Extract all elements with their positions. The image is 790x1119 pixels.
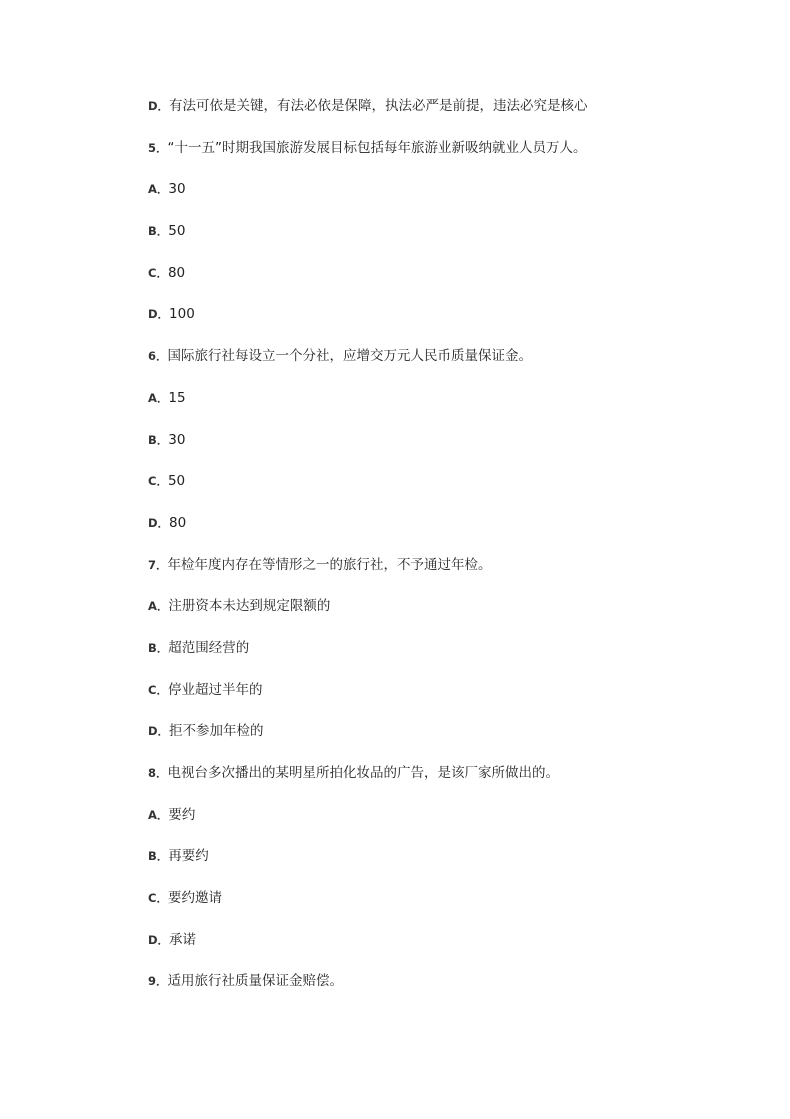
option-line (148, 795, 748, 837)
item-text: 适用旅行社质量保证金赔偿。 (167, 973, 344, 990)
option-line (148, 920, 748, 962)
item-text: 要约 (168, 806, 196, 823)
item-text: 80 (169, 514, 187, 531)
item-label: C． (148, 682, 168, 697)
option-line (148, 461, 748, 503)
item-label: A． (148, 599, 169, 614)
item-label: 5． (148, 140, 168, 155)
option-line (148, 253, 748, 295)
item-label: B． (148, 640, 169, 655)
option-line (148, 628, 748, 670)
item-label: B． (148, 224, 169, 239)
option-line (148, 586, 748, 628)
item-text: 年检年度内存在等情形之一的旅行社，不予通过年检。 (167, 556, 492, 573)
item-text: 30 (168, 181, 186, 198)
option-line (148, 711, 748, 753)
item-text: 要约邀请 (167, 890, 222, 907)
item-label: D． (148, 724, 170, 739)
option-line (148, 878, 748, 920)
item-label: 6． (148, 349, 168, 364)
option-line (148, 420, 748, 462)
item-text: 停业超过半年的 (167, 681, 263, 698)
item-label: C． (148, 891, 168, 906)
item-text: 30 (168, 431, 186, 448)
item-label: 7． (148, 557, 168, 572)
question-line (148, 128, 748, 170)
item-text: 50 (167, 473, 186, 490)
item-label: 9． (148, 974, 168, 989)
item-label: 8． (148, 766, 168, 780)
item-label: D． (148, 932, 170, 947)
item-label: A． (148, 807, 169, 822)
option-line (148, 836, 748, 878)
option-line (148, 86, 748, 128)
item-label: B． (148, 432, 169, 447)
option-line (148, 378, 748, 420)
question-line (148, 961, 748, 1003)
option-line (148, 503, 748, 545)
item-label: B． (148, 849, 169, 864)
item-text: 电视台多次播出的某明星所拍化妆品的广告，是该厂家所做出的。 (167, 765, 560, 781)
item-text: 超范围经营的 (168, 639, 250, 656)
document-page (148, 86, 748, 1003)
item-text: 国际旅行社每设立一个分社，应增交万元人民币质量保证金。 (167, 348, 533, 365)
option-line (148, 169, 748, 211)
item-text: 承诺 (169, 931, 197, 948)
item-label: D． (148, 515, 170, 530)
question-line (148, 753, 748, 795)
item-text: 再要约 (168, 848, 209, 865)
item-label: C． (148, 265, 168, 280)
item-label: A． (148, 182, 169, 197)
item-text: 有法可依是关键，有法必依是保障，执法必严是前提，违法必究是核心 (169, 98, 588, 114)
question-line (148, 545, 748, 587)
item-label: D． (148, 307, 170, 322)
item-text: 50 (168, 223, 186, 240)
option-line (148, 294, 748, 336)
item-text: 15 (168, 389, 186, 406)
item-text: 注册资本未达到规定限额的 (168, 598, 331, 615)
item-text: 拒不参加年检的 (169, 723, 264, 740)
item-text: “十一五”时期我国旅游发展目标包括每年旅游业新吸纳就业人员万人。 (167, 139, 587, 156)
item-label: C． (148, 474, 168, 489)
item-label: A． (148, 390, 169, 405)
option-line (148, 670, 748, 712)
question-line (148, 336, 748, 378)
item-label: D． (148, 99, 170, 113)
item-text: 100 (169, 306, 195, 323)
item-text: 80 (167, 264, 186, 281)
option-line (148, 211, 748, 253)
